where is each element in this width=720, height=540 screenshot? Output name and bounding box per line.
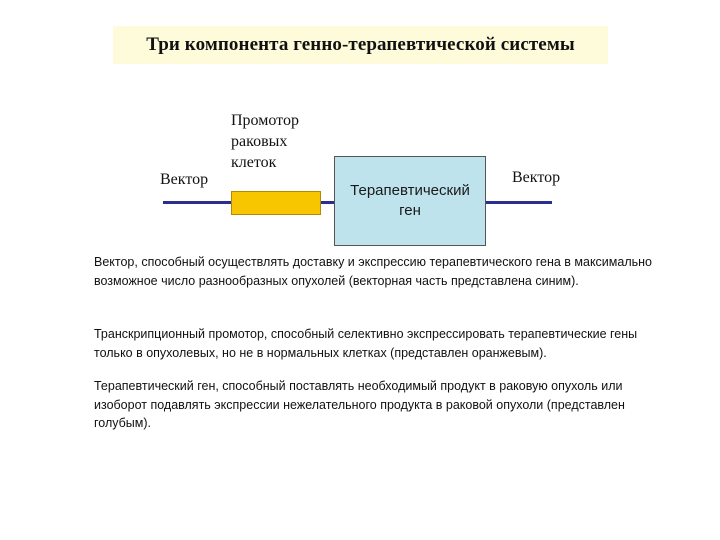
vector-left-label: Вектор: [160, 171, 209, 188]
description-promoter: Транскрипционный промотор, способный селективно экспрессировать терапевтические гены только в опухолевых, но не в нормальных клетках (представлен оранжевым).: [94, 327, 638, 360]
vector-line-right: [486, 201, 552, 204]
promoter-label: Промотор раковых клеток: [231, 112, 299, 171]
therapeutic-gene-label: Терапевтический ген: [350, 182, 470, 219]
vector-line-left: [163, 201, 233, 204]
slide-title: Три компонента генно-терапевтической системы: [146, 34, 575, 55]
vector-right-label: Вектор: [512, 169, 561, 186]
therapeutic-gene-block: [334, 156, 486, 246]
promoter-block: [231, 191, 321, 215]
gene-therapy-diagram: [0, 0, 720, 260]
description-vector: Вектор, способный осуществлять доставку и экспрессию терапевтического гена в максимально возможное число разнообразных опухолей (векторная часть представлена синим).: [94, 255, 652, 288]
description-gene: Терапевтический ген, способный поставлять необходимый продукт в раковую опухоль или изоборот подавлять экспрессии нежелательного продукта в раковой опухоли (представлен голубым).: [94, 379, 625, 430]
